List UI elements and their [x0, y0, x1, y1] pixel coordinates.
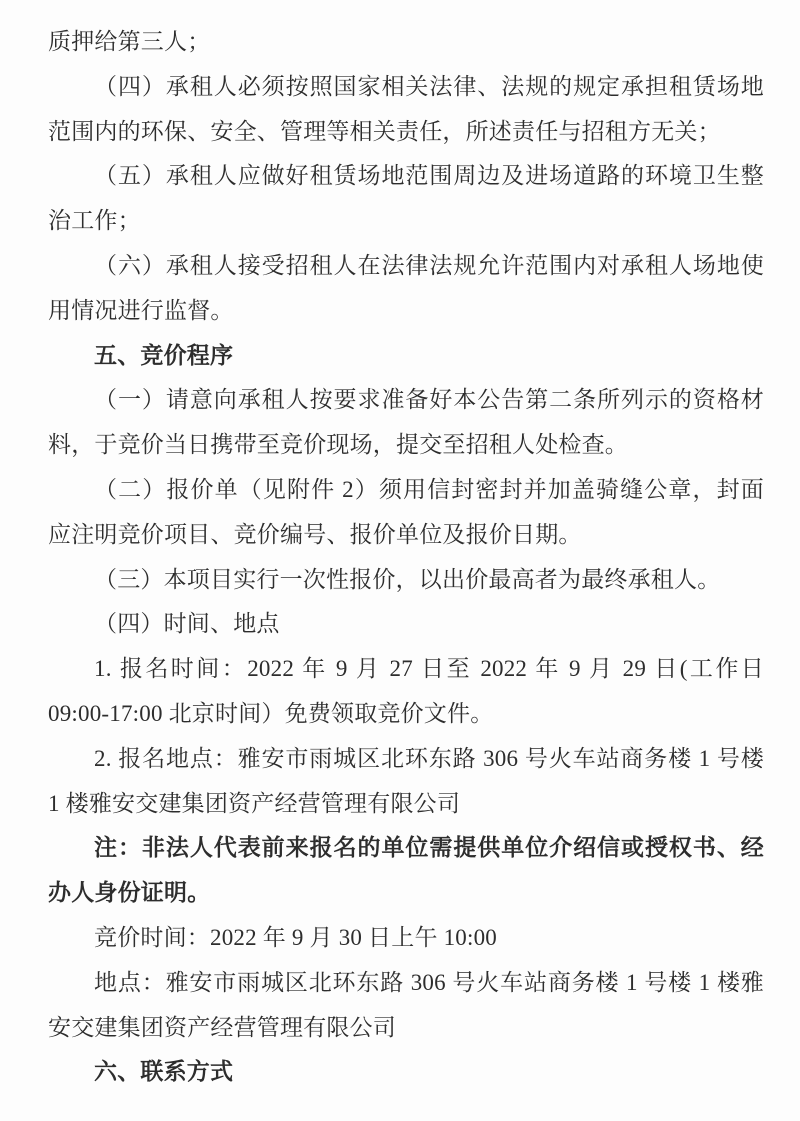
text-line: 安交建集团资产经营管理有限公司 — [48, 1014, 396, 1040]
text-line: 质押给第三人； — [48, 29, 211, 54]
text-line: 09:00-17:00 北京时间）免费领取竞价文件。 — [48, 700, 494, 726]
text-line: 治工作； — [48, 208, 141, 234]
text-line: （二）报价单（见附件 2）须用信封密封并加盖骑缝公章，封面 — [94, 476, 764, 502]
text-line: （一）请意向承租人按要求准备好本公告第二条所列示的资格材 — [94, 387, 764, 413]
text-line: （四）承租人必须按照国家相关法律、法规的规定承担租赁场地 — [94, 73, 764, 99]
text-line: （六）承租人接受招租人在法律法规允许范围内对承租人场地使 — [94, 252, 764, 278]
text-line: 应注明竞价项目、竞价编号、报价单位及报价日期。 — [48, 521, 582, 547]
text-line: 六、联系方式 — [94, 1059, 234, 1085]
text-line: 竞价时间：2022 年 9 月 30 日上午 10:00 — [94, 924, 497, 950]
text-line: 1. 报名时间：2022 年 9 月 27 日至 2022 年 9 月 29 日(工作日 — [94, 656, 764, 682]
document-text — [48, 20, 764, 1095]
text-line: 注：非法人代表前来报名的单位需提供单位介绍信或授权书、经 — [94, 835, 764, 861]
text-line: 2. 报名地点：雅安市雨城区北环东路 306 号火车站商务楼 1 号楼 — [94, 745, 764, 771]
text-line: （四）时间、地点 — [94, 611, 280, 637]
text-line: 五、竞价程序 — [94, 342, 234, 368]
text-line: 料，于竞价当日携带至竞价现场，提交至招租人处检查。 — [48, 432, 628, 458]
text-line: 范围内的环保、安全、管理等相关责任，所述责任与招租方无关； — [48, 118, 721, 144]
text-line: 1 楼雅安交建集团资产经营管理有限公司 — [48, 790, 461, 816]
text-line: （五）承租人应做好租赁场地范围周边及进场道路的环境卫生整 — [94, 163, 764, 189]
text-line: 地点：雅安市雨城区北环东路 306 号火车站商务楼 1 号楼 1 楼雅 — [94, 969, 764, 995]
text-line: 办人身份证明。 — [48, 880, 211, 906]
text-line: 用情况进行监督。 — [48, 297, 234, 323]
text-line: （三）本项目实行一次性报价，以出价最高者为最终承租人。 — [94, 566, 721, 592]
